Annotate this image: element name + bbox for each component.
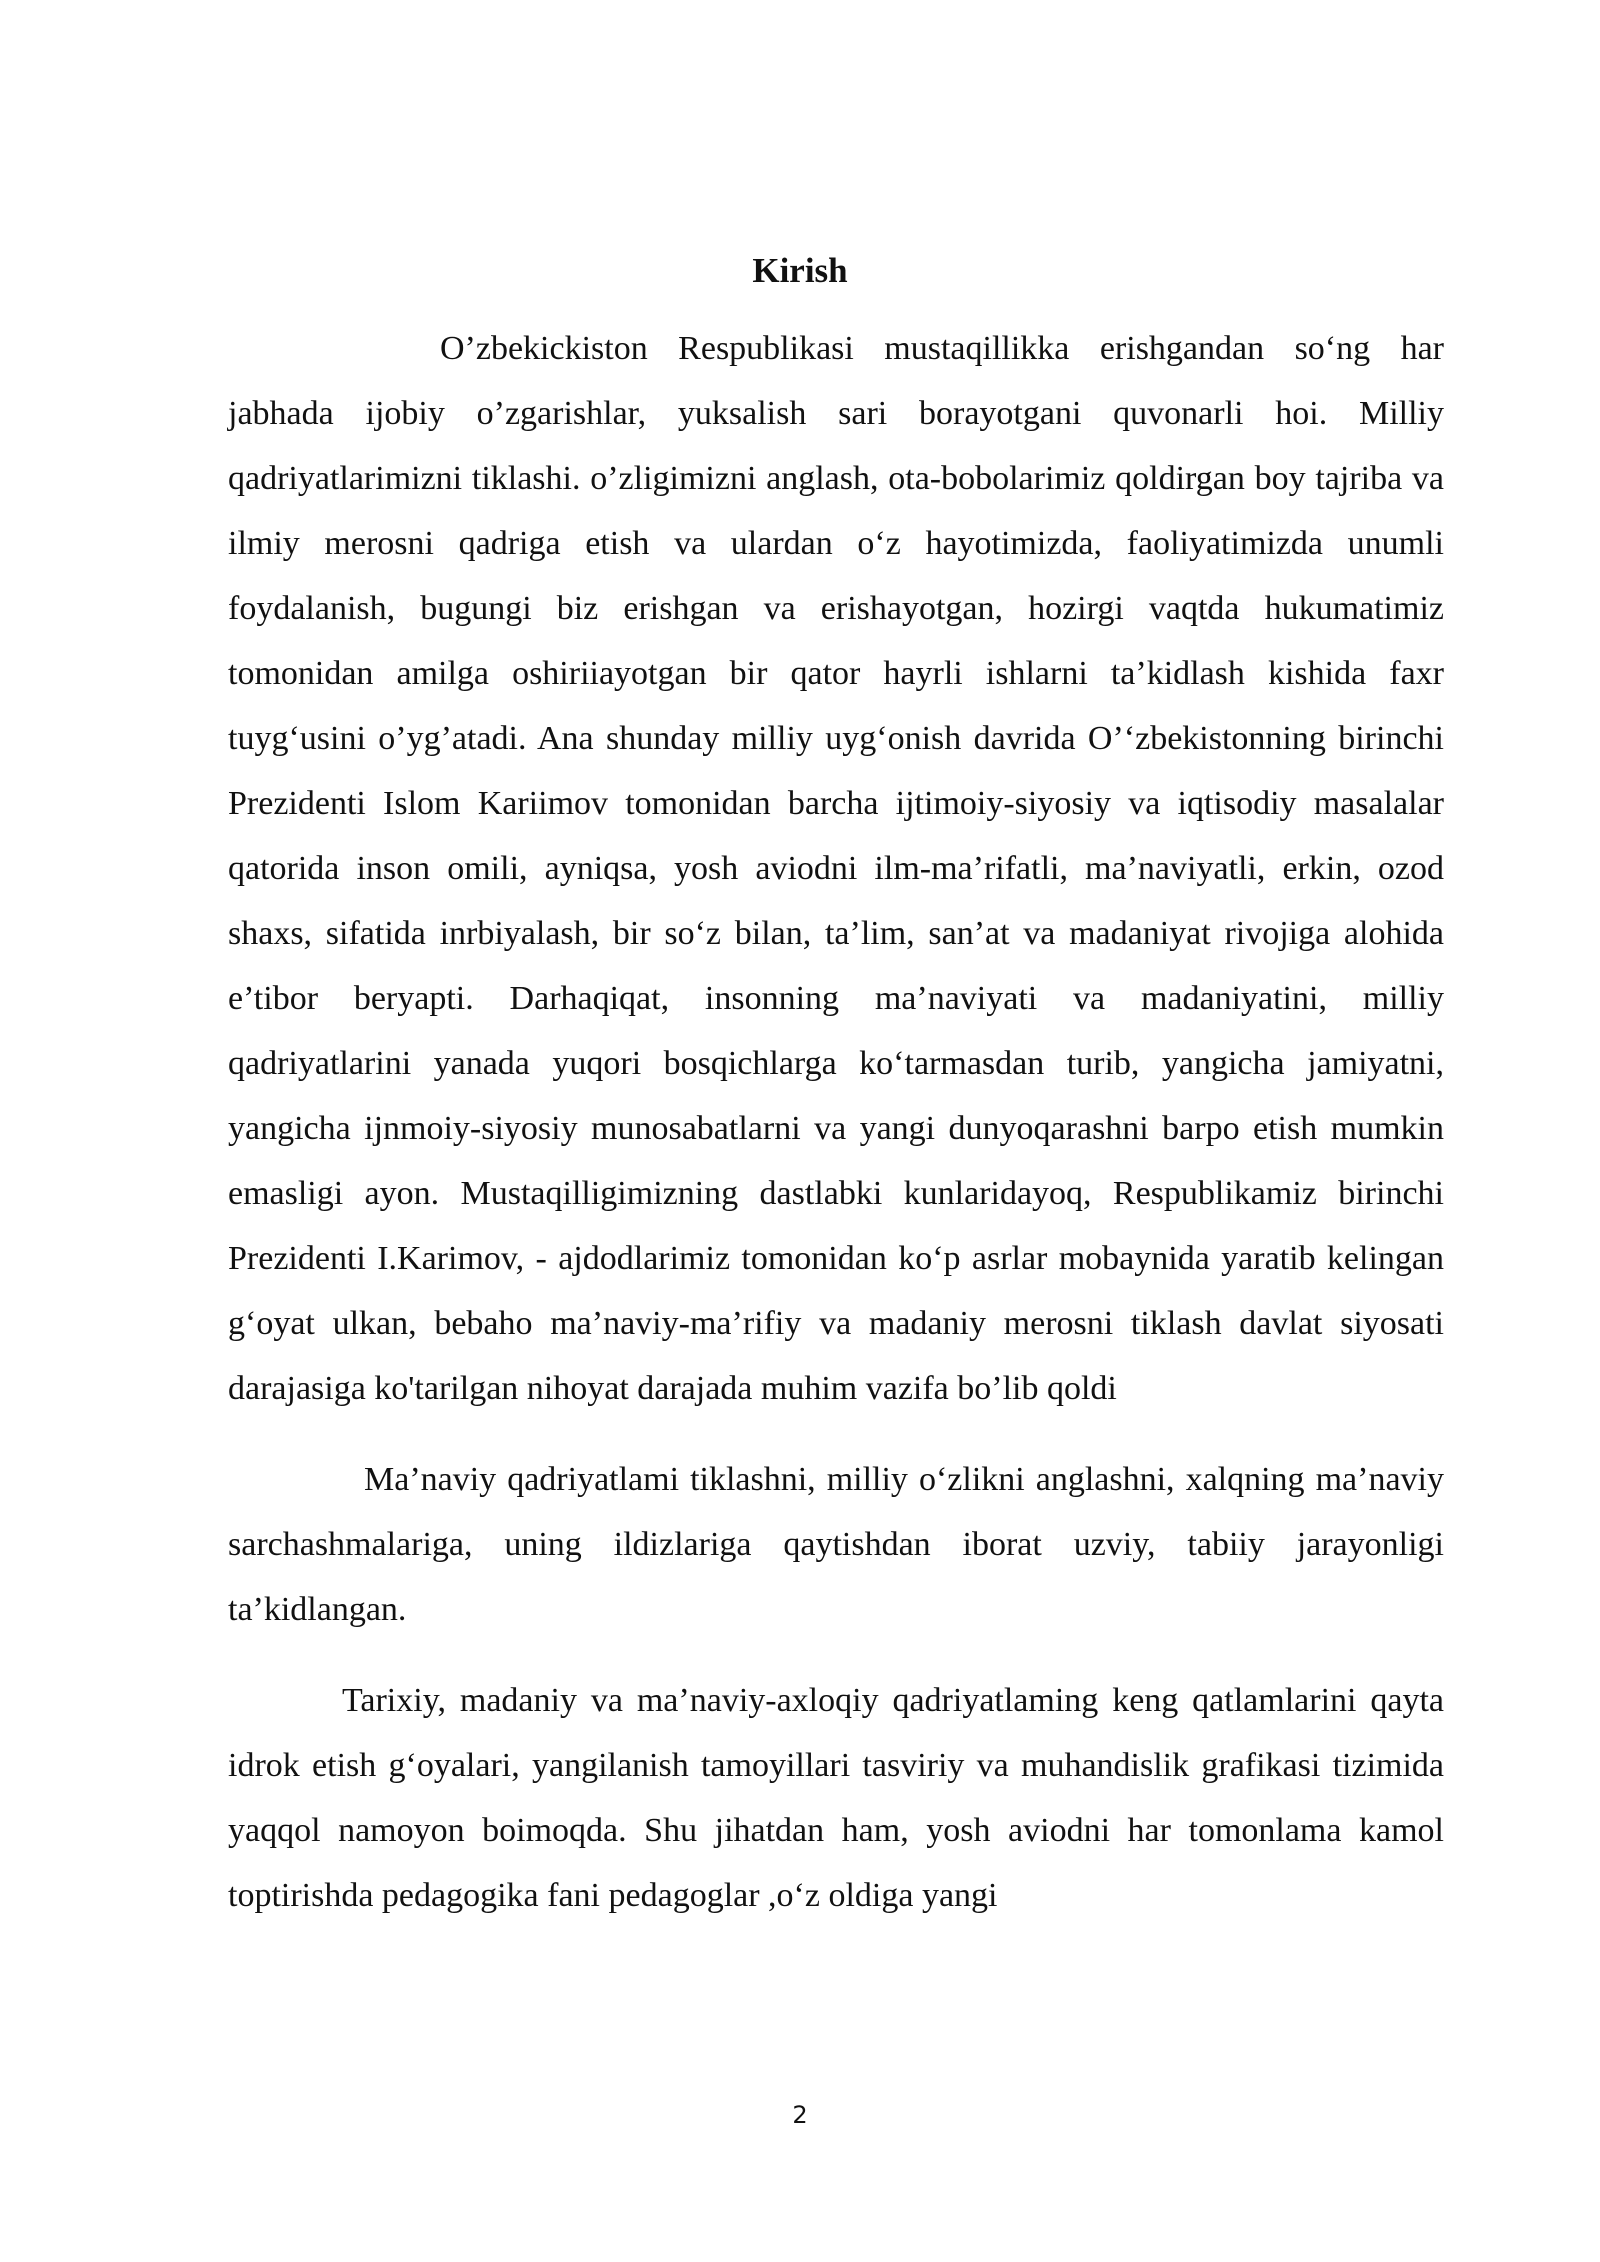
paragraph-values: Ma’naviy qadriyatlami tiklashni, milliy o‘zlikni anglashni, xalqning ma’naviy sarchashmalariga, uning ildizlariga qaytishdan iborat uzviy, tabiiy jarayonligi ta’kidlangan.	[228, 1461, 1444, 1628]
page-number: 2	[792, 2101, 808, 2129]
paragraph-intro: O’zbekickiston Respublikasi mustaqillikka erishgandan so‘ng har jabhada ijobiy o’zgarishlar, yuksalish sari borayotgani quvonarli hoi. Milliy qadriyatlarimizni tiklashi. o’zligimizni anglash, ota-bobolarimiz qoldirgan boy tajriba va ilmiy merosni qadriga etish va ulardan o‘z hayotimizda, faoliyatimizda unumli foydalanish, bugungi biz erishgan va erishayotgan, hozirgi vaqtda hukumatimiz tomonidan amilga oshiriiayotgan bir qator hayrli ishlarni ta’kidlash kishida faxr tuyg‘usini o’yg’atadi. Ana shunday milliy uyg‘onish davrida O’‘zbekistonning birinchi Prezidenti Islom Kariimov tomonidan barcha ijtimoiy-siyosiy va iqtisodiy masalalar qatorida inson omili, ayniqsa, yosh aviodni ilm-ma’rifatli, ma’naviyatli, erkin, ozod shaxs, sifatida inrbiyalash, bir so‘z bilan, ta’lim, san’at va madaniyat rivojiga alohida e’tibor beryapti. Darhaqiqat, insonning ma’naviyati va madaniyatini, milliy qadriyatlarini yanada yuqori bosqichlarga ko‘tarmasdan turib, yangicha jamiyatni, yangicha ijnmoiy-siyosiy munosabatlarni va yangi dunyoqarashni barpo etish mumkin emasligi ayon. Mustaqilligimizning dastlabki kunlaridayoq, Respublikamiz birinchi Prezidenti I.Karimov, - ajdodlarimiz tomonidan ko‘p asrlar mobaynida yaratib kelingan g‘oyat ulkan, bebaho ma’naviy-ma’rifiy va madaniy merosni tiklash davlat siyosati darajasiga ko'tarilgan nihoyat darajada muhim vazifa bo’lib qoldi	[228, 330, 1444, 1407]
page-title: Kirish	[752, 251, 848, 291]
body-text	[228, 316, 1444, 1928]
paragraph-history: Tarixiy, madaniy va ma’naviy-axloqiy qadriyatlaming keng qatlamlarini qayta idrok etish g‘oyalari, yangilanish tamoyillari tasviriy va muhandislik grafikasi tizimida yaqqol namoyon boimoqda. Shu jihatdan ham, yosh aviodni har tomonlama kamol toptirishda pedagogika fani pedagoglar ,o‘z oldiga yangi	[228, 1682, 1444, 1914]
